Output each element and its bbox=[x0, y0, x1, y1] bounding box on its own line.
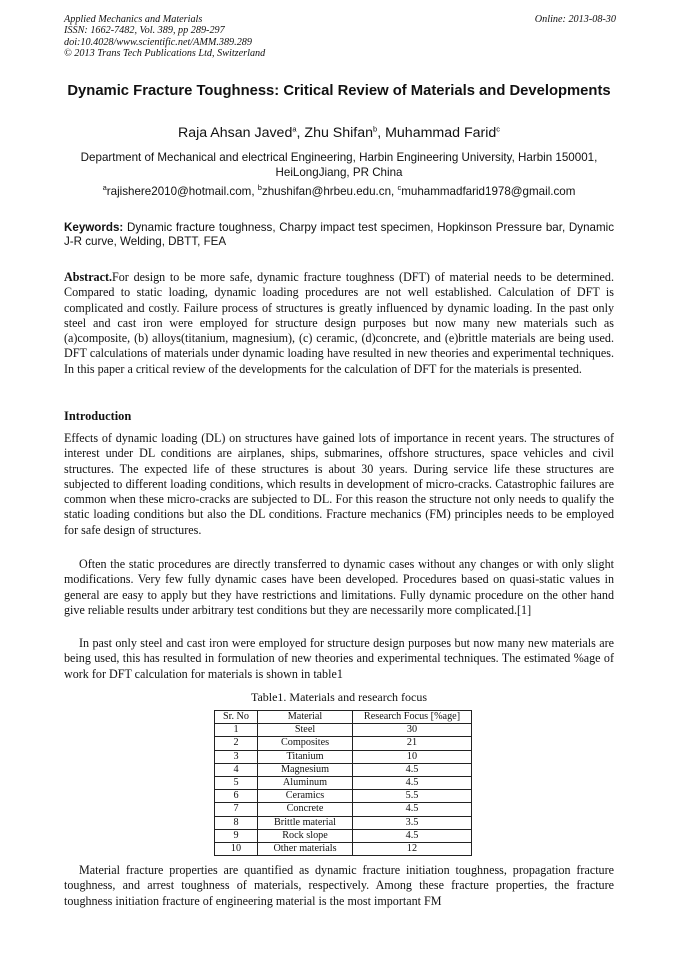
table-cell: 4.5 bbox=[353, 829, 472, 842]
author-name: Zhu Shifan bbox=[304, 125, 374, 141]
issn-line: ISSN: 1662-7482, Vol. 389, pp 289-297 bbox=[64, 25, 225, 37]
table-cell: Steel bbox=[258, 724, 353, 737]
table-header-row bbox=[215, 711, 472, 724]
journal-header bbox=[64, 14, 616, 60]
table-cell: 4 bbox=[215, 763, 258, 776]
table-cell: 5.5 bbox=[353, 790, 472, 803]
table-row bbox=[215, 790, 472, 803]
table-row bbox=[215, 829, 472, 842]
table-cell: Titanium bbox=[258, 750, 353, 763]
abstract bbox=[64, 270, 614, 377]
body-paragraph: Often the static procedures are directly transferred to dynamic cases without any changes or with only slight modifications. Very few fully dynamic cases have been developed. Procedures based on quasi-static values in general are easy to apply but they have restrictions and limitations. Fully dynamic procedure on the other hand give reliable results under arbitrary test conditions but they are necessarily more complicated.[1] bbox=[64, 557, 614, 617]
author-name: Raja Ahsan Javed bbox=[177, 125, 293, 141]
table-cell: 2 bbox=[215, 737, 258, 750]
materials-table bbox=[214, 710, 472, 856]
body-paragraph: Effects of dynamic loading (DL) on structures have gained lots of importance in recent years. The structures of interest under DL conditions are airplanes, ships, submarines, offshore structures, space vehicles and civil structures. The expected life of these structures is about 30 years. During service life these structures are subjected to different loading conditions, which results in development of micro-cracks. Catastrophic failures are common when these micro-cracks are subjected to DL. For this reason the structure not only needs to qualify the static loading conditions but also the DL conditions. Fracture mechanics (FM) principles needs to be employed for safe design of structures. bbox=[64, 431, 614, 537]
table-cell: Aluminum bbox=[258, 777, 353, 790]
keywords-label: Keywords: bbox=[64, 221, 124, 234]
author-mark: c bbox=[496, 124, 501, 134]
table-row bbox=[215, 724, 472, 737]
table-cell: 3.5 bbox=[353, 816, 472, 829]
author-name: Muhammad Farid bbox=[385, 125, 497, 141]
body-paragraph: In past only steel and cast iron were employed for structure design purposes but now many new materials are being used, this has resulted in formulation of new theories and experimental techniques. The estimated %age of work for DFT calculation for materials is shown in table1 bbox=[64, 636, 614, 681]
keywords-text: Dynamic fracture toughness, Charpy impact test specimen, Hopkinson Pressure bar, Dynamic J-R curve, Welding, DBTT, FEA bbox=[64, 221, 614, 248]
table-row bbox=[215, 843, 472, 856]
table-cell: 30 bbox=[353, 724, 472, 737]
abstract-label: Abstract. bbox=[64, 270, 113, 284]
table-cell: Composites bbox=[258, 737, 353, 750]
table-row bbox=[215, 816, 472, 829]
table-row bbox=[215, 803, 472, 816]
table-header-cell: Material bbox=[258, 711, 353, 724]
table-cell: 8 bbox=[215, 816, 258, 829]
table-cell: Concrete bbox=[258, 803, 353, 816]
author-mark: a bbox=[292, 124, 297, 134]
online-date: Online: 2013-08-30 bbox=[534, 14, 616, 25]
table-cell: 4.5 bbox=[353, 763, 472, 776]
email-address: rajishere2010@hotmail.com bbox=[106, 185, 252, 198]
table-cell: 9 bbox=[215, 829, 258, 842]
table-row bbox=[215, 777, 472, 790]
copyright-line: © 2013 Trans Tech Publications Ltd, Switzerland bbox=[64, 48, 266, 60]
email-list: $^a$rajishere2010@hotmail.com, $^b$zhushifan@hrbeu.edu.cn, $^c$muhammadfarid1978@gmail.com bbox=[102, 183, 576, 198]
table-row bbox=[215, 750, 472, 763]
body-paragraph: Material fracture properties are quantified as dynamic fracture initiation toughness, propagation fracture toughness, and arrest toughness of materials, respectively. Among these fracture properties, the fracture toughness initiation fracture of engineering material is the most important FM bbox=[64, 863, 614, 908]
table-cell: Brittle material bbox=[258, 816, 353, 829]
email-address: zhushifan@hrbeu.edu.cn bbox=[261, 185, 392, 198]
table-cell: Ceramics bbox=[258, 790, 353, 803]
abstract-text: For design to be more safe, dynamic fracture toughness (DFT) of material needs to be determined. Compared to static loading, dynamic loading procedures are not well established. Calculation of DFT is complicated and costly. Failure process of structures is greatly influenced by dynamic loading. In the past only steel and cast iron were employed for structure design purposes but now many new materials such as (a)composite, (b) alloys(titanium, magnesium), (c) ceramic, (d)concrete, and (e)brittle materials are being used. DFT calculations of materials under dynamic loading have resulted in new theories and experimental techniques. In this paper a critical review of the developments for the calculation of DFT for the materials is presented. bbox=[64, 270, 614, 376]
table-cell: 12 bbox=[353, 843, 472, 856]
table-row bbox=[215, 763, 472, 776]
table-cell: Magnesium bbox=[258, 763, 353, 776]
table-header-cell: Research Focus [%age] bbox=[353, 711, 472, 724]
paper-title: Dynamic Fracture Toughness: Critical Review of Materials and Developments bbox=[67, 83, 611, 99]
table-cell: 10 bbox=[353, 750, 472, 763]
table-cell: 4.5 bbox=[353, 803, 472, 816]
author-mark: b bbox=[373, 124, 378, 134]
table-header-cell: Sr. No bbox=[215, 711, 258, 724]
table-caption: Table1. Materials and research focus bbox=[250, 690, 428, 704]
affiliation: Department of Mechanical and electrical Engineering, Harbin Engineering University, Harbin 150001, HeiLongJiang, PR China bbox=[80, 151, 598, 179]
keywords bbox=[64, 221, 614, 248]
table-cell: 21 bbox=[353, 737, 472, 750]
email-address: muhammadfarid1978@gmail.com bbox=[401, 185, 576, 198]
email-mark: b bbox=[257, 183, 262, 193]
table-cell: 3 bbox=[215, 750, 258, 763]
email-mark: a bbox=[102, 183, 107, 193]
author-list: Raja Ahsan Javed$^a$, Zhu Shifan$^b$, Muhammad Farid$^c$ bbox=[177, 124, 501, 141]
doi-line: doi:10.4028/www.scientific.net/AMM.389.289 bbox=[64, 36, 252, 48]
email-mark: c bbox=[397, 183, 402, 193]
table-cell: 5 bbox=[215, 777, 258, 790]
table-cell: Other materials bbox=[258, 843, 353, 856]
table-cell: 4.5 bbox=[353, 777, 472, 790]
section-heading: Introduction bbox=[64, 409, 132, 423]
table-row bbox=[215, 737, 472, 750]
table-cell: 10 bbox=[215, 843, 258, 856]
journal-name: Applied Mechanics and Materials bbox=[64, 14, 203, 25]
table-cell: 1 bbox=[215, 724, 258, 737]
table-cell: Rock slope bbox=[258, 829, 353, 842]
table-cell: 7 bbox=[215, 803, 258, 816]
table-cell: 6 bbox=[215, 790, 258, 803]
